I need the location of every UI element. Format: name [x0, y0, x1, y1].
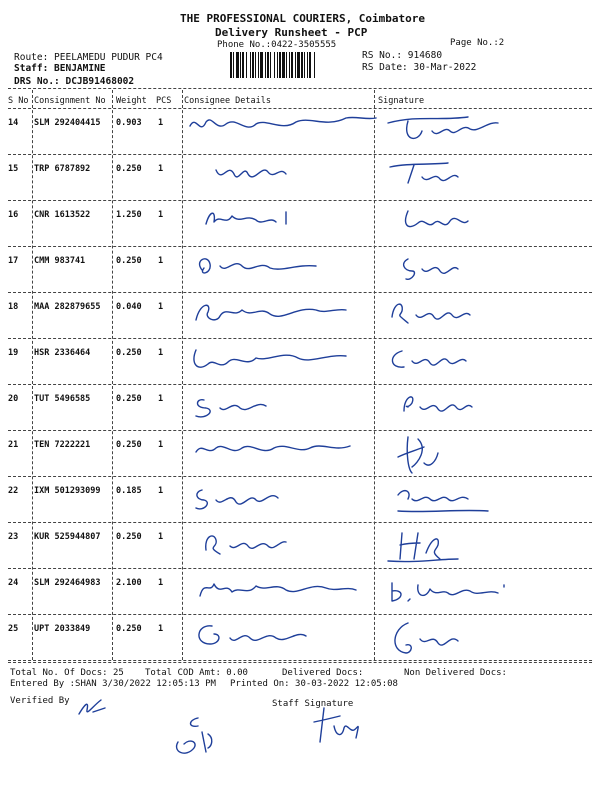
consignee-signature — [186, 296, 374, 336]
header-weight: Weight — [116, 96, 147, 106]
row-sno: 17 — [8, 256, 19, 266]
receiver-signature-stroke — [390, 163, 458, 183]
receiver-signature — [378, 433, 528, 477]
barcode-bar — [274, 52, 275, 78]
row-pcs: 1 — [158, 532, 164, 542]
row-consignment-no: SLM 292404415 — [34, 118, 101, 128]
row-sno: 20 — [8, 394, 19, 404]
barcode-bar — [304, 52, 305, 78]
barcode-bar — [236, 52, 239, 78]
table-header-rule — [8, 108, 592, 109]
row-pcs: 1 — [158, 210, 164, 220]
consignee-signature-stroke — [206, 536, 286, 554]
consignee-signature-stroke — [216, 170, 286, 177]
row-consignment-no: CMM 983741 — [34, 256, 86, 266]
total-cod: Total COD Amt: 0.00 — [145, 668, 248, 678]
receiver-signature-stroke — [388, 117, 498, 138]
table-top-rule — [8, 88, 592, 89]
row-pcs: 1 — [158, 486, 164, 496]
row-weight: 0.250 — [116, 164, 142, 174]
receiver-signature-stroke — [388, 533, 458, 562]
receiver-signature — [378, 341, 528, 385]
row-weight: 1.250 — [116, 210, 142, 220]
consignee-signature — [186, 204, 374, 244]
row-sno: 22 — [8, 486, 19, 496]
header-sno: S No — [8, 96, 29, 106]
barcode-bar — [289, 52, 290, 78]
row-pcs: 1 — [158, 302, 164, 312]
staff-label: Staff: BENJAMINE — [14, 63, 106, 74]
barcode-bar — [277, 52, 278, 78]
consignee-signature — [186, 250, 374, 290]
consignee-signature — [186, 526, 374, 566]
row-weight: 0.250 — [116, 624, 142, 634]
row-weight: 0.185 — [116, 486, 142, 496]
row-divider — [8, 384, 592, 385]
row-consignment-no: TEN 7222221 — [34, 440, 91, 450]
consignee-signature — [186, 572, 374, 612]
row-pcs: 1 — [158, 164, 164, 174]
barcode-bar — [282, 52, 285, 78]
row-divider — [8, 476, 592, 477]
row-divider — [8, 522, 592, 523]
row-sno: 19 — [8, 348, 19, 358]
barcode-bar — [255, 52, 256, 78]
header-pcs: PCS — [156, 96, 172, 106]
barcode-bar — [307, 52, 308, 78]
barcode-bar — [260, 52, 263, 78]
row-divider — [8, 660, 592, 661]
barcode-bar — [286, 52, 287, 78]
row-sno: 18 — [8, 302, 19, 312]
row-divider — [8, 292, 592, 293]
row-consignment-no: HSR 2336464 — [34, 348, 91, 358]
row-pcs: 1 — [158, 440, 164, 450]
barcode-bar — [233, 52, 234, 78]
entered-by: Entered By :SHAN 3/30/2022 12:05:13 PM — [10, 679, 216, 689]
barcode-bar — [240, 52, 241, 78]
row-weight: 0.250 — [116, 532, 142, 542]
row-pcs: 1 — [158, 118, 164, 128]
barcode-bar — [301, 52, 303, 78]
barcode-bar — [270, 52, 271, 78]
row-pcs: 1 — [158, 624, 164, 634]
receiver-signature — [378, 249, 528, 293]
col-divider — [32, 90, 33, 660]
page-number: Page No.:2 — [450, 38, 505, 48]
receiver-signature — [378, 479, 528, 523]
rs-number: RS No.: 914680 — [362, 50, 443, 61]
receiver-signature-stroke — [392, 351, 466, 367]
staff-signature-mark — [310, 702, 370, 748]
delivered-docs: Delivered Docs: — [282, 668, 364, 678]
row-weight: 0.250 — [116, 440, 142, 450]
row-consignment-no: MAA 282879655 — [34, 302, 101, 312]
company-title: THE PROFESSIONAL COURIERS, Coimbatore — [180, 12, 426, 25]
barcode-bar — [314, 52, 315, 78]
barcode-bar — [246, 52, 247, 78]
row-weight: 0.250 — [116, 348, 142, 358]
receiver-signature — [378, 571, 528, 615]
row-pcs: 1 — [158, 348, 164, 358]
row-divider — [8, 246, 592, 247]
consignee-signature-stroke — [190, 117, 376, 127]
col-divider — [374, 90, 375, 660]
barcode-bar — [279, 52, 281, 78]
receiver-signature — [378, 203, 528, 247]
row-sno: 15 — [8, 164, 19, 174]
header-consignment: Consignment No — [34, 96, 106, 106]
row-weight: 0.250 — [116, 256, 142, 266]
route-label: Route: PEELAMEDU PUDUR PC4 — [14, 52, 163, 63]
header-consignee: Consignee Details — [184, 96, 271, 106]
receiver-signature-stroke — [395, 623, 458, 653]
receiver-signature-stroke — [392, 583, 504, 601]
row-weight: 0.903 — [116, 118, 142, 128]
consignee-signature — [186, 434, 374, 474]
verifier-scribble — [168, 712, 228, 762]
col-divider — [112, 90, 113, 660]
barcode-bar — [295, 52, 296, 78]
receiver-signature — [378, 617, 528, 661]
receiver-signature-stroke — [398, 437, 438, 473]
printed-on: Printed On: 30-03-2022 12:05:08 — [230, 679, 398, 689]
consignee-signature-stroke — [196, 400, 266, 417]
phone-number: Phone No.:0422-3505555 — [217, 40, 337, 50]
consignee-signature-stroke — [199, 626, 306, 644]
receiver-signature — [378, 295, 528, 339]
col-divider — [182, 90, 183, 660]
receiver-signature-stroke — [392, 304, 470, 323]
consignee-signature — [186, 158, 374, 198]
consignee-signature — [186, 480, 374, 520]
row-sno: 23 — [8, 532, 19, 542]
row-consignment-no: CNR 1613522 — [34, 210, 91, 220]
receiver-signature-stroke — [406, 211, 468, 227]
consignee-signature-stroke — [200, 584, 356, 596]
row-consignment-no: TRP 6787892 — [34, 164, 91, 174]
barcode-bar — [252, 52, 254, 78]
row-sno: 21 — [8, 440, 19, 450]
consignee-signature — [186, 112, 374, 152]
barcode-bar — [230, 52, 232, 78]
row-consignment-no: SLM 292464983 — [34, 578, 101, 588]
row-pcs: 1 — [158, 578, 164, 588]
barcode-bar — [267, 52, 269, 78]
row-weight: 0.250 — [116, 394, 142, 404]
barcode-bar — [265, 52, 266, 78]
row-weight: 2.100 — [116, 578, 142, 588]
barcode-bar — [242, 52, 244, 78]
staff-signature-label: Staff Signature — [272, 699, 354, 709]
row-consignment-no: IXM 501293099 — [34, 486, 101, 496]
barcode-bar — [258, 52, 259, 78]
consignee-signature-stroke — [196, 446, 350, 452]
barcode-bar — [250, 52, 251, 78]
receiver-signature-stroke — [398, 491, 488, 512]
row-sno: 24 — [8, 578, 19, 588]
runsheet-subtitle: Delivery Runsheet - PCP — [215, 26, 368, 39]
consignee-signature — [186, 342, 374, 382]
verified-by-label: Verified By — [10, 696, 70, 706]
row-pcs: 1 — [158, 394, 164, 404]
row-divider — [8, 614, 592, 615]
row-divider — [8, 338, 592, 339]
row-consignment-no: TUT 5496585 — [34, 394, 91, 404]
total-docs: Total No. Of Docs: 25 — [10, 668, 124, 678]
row-divider — [8, 200, 592, 201]
table-bottom-rule — [8, 662, 592, 663]
barcode-bar — [291, 52, 293, 78]
row-weight: 0.040 — [116, 302, 142, 312]
row-divider — [8, 568, 592, 569]
receiver-signature — [378, 525, 528, 569]
receiver-signature-stroke — [404, 397, 472, 411]
row-divider — [8, 154, 592, 155]
non-delivered-docs: Non Delivered Docs: — [404, 668, 507, 678]
barcode-bar — [309, 52, 311, 78]
consignee-signature — [186, 618, 374, 658]
consignee-signature — [186, 388, 374, 428]
receiver-signature — [378, 111, 528, 155]
consignee-signature-stroke — [200, 259, 316, 273]
consignee-signature-stroke — [196, 305, 346, 320]
barcode — [230, 52, 350, 78]
consignee-signature-stroke — [206, 212, 286, 224]
row-pcs: 1 — [158, 256, 164, 266]
consignee-signature-stroke — [194, 350, 346, 367]
header-signature: Signature — [378, 96, 425, 106]
verified-by-signature — [75, 694, 115, 720]
receiver-signature — [378, 387, 528, 431]
row-sno: 25 — [8, 624, 19, 634]
row-sno: 14 — [8, 118, 19, 128]
drs-number: DRS No.: DCJB91468002 — [14, 76, 135, 87]
row-divider — [8, 430, 592, 431]
row-consignment-no: UPT 2033849 — [34, 624, 91, 634]
rs-date: RS Date: 30-Mar-2022 — [362, 62, 477, 73]
receiver-signature — [378, 157, 528, 201]
row-sno: 16 — [8, 210, 19, 220]
barcode-bar — [297, 52, 300, 78]
consignee-signature-stroke — [196, 490, 278, 509]
row-consignment-no: KUR 525944807 — [34, 532, 101, 542]
receiver-signature-stroke — [404, 259, 458, 279]
